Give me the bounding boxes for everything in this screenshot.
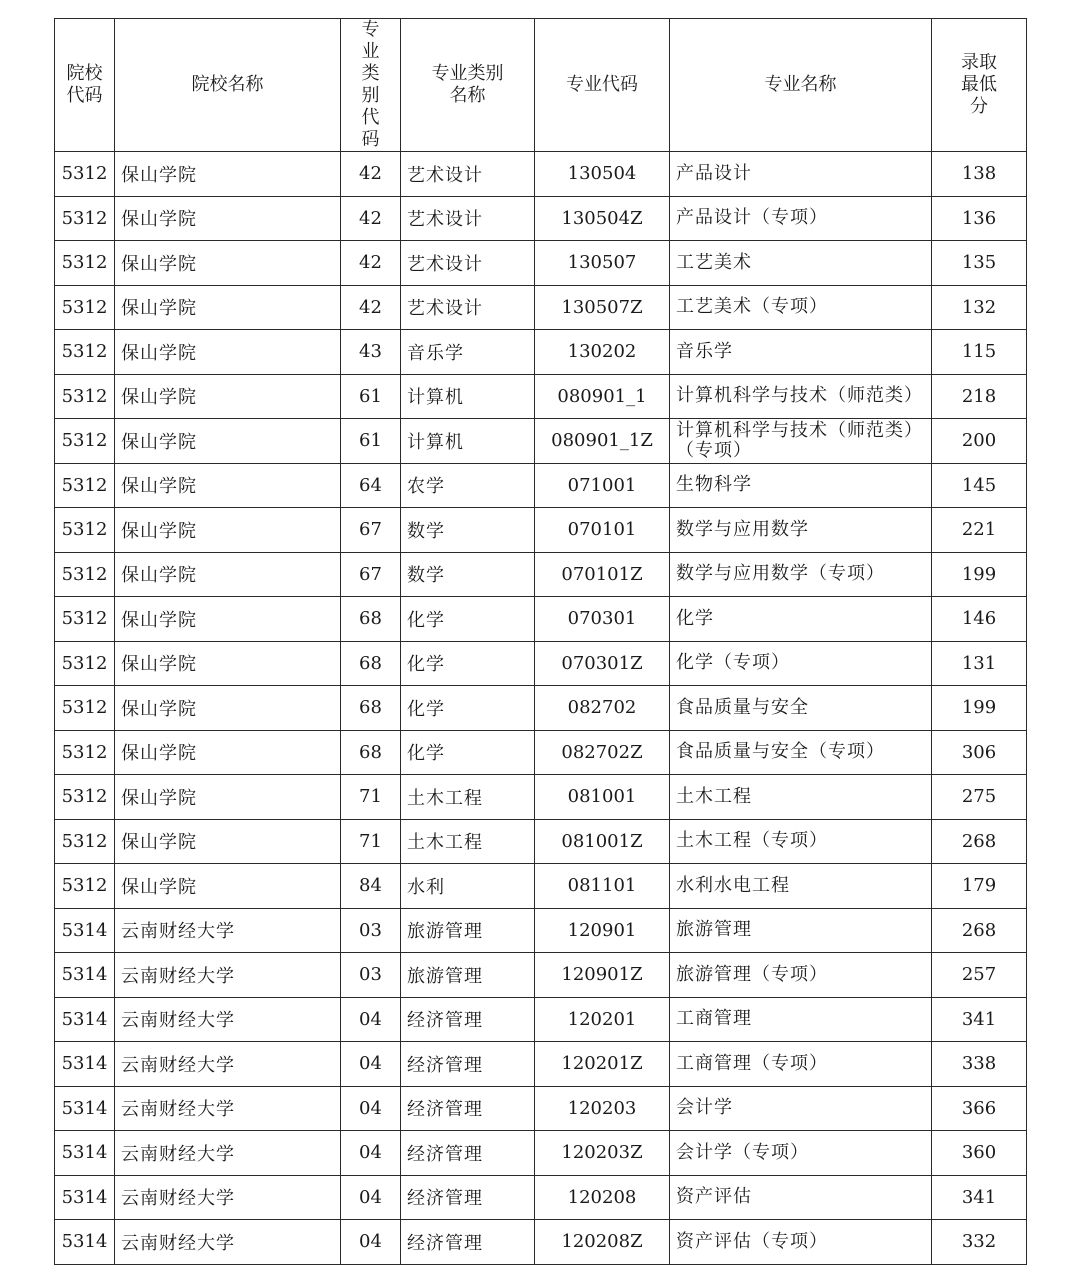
category-name-cell: 艺术设计 [401,285,535,330]
school-code-cell: 5312 [55,686,115,731]
category-name-cell: 数学 [401,552,535,597]
min-score-cell: 360 [932,1131,1027,1176]
school-code-cell: 5312 [55,508,115,553]
table-row [55,374,1027,419]
category-code-cell: 67 [341,552,401,597]
school-code-cell: 5312 [55,152,115,197]
table-row [55,1220,1027,1265]
major-code-cell: 120901Z [535,953,670,998]
category-name-cell: 计算机 [401,374,535,419]
major-code-cell: 070301Z [535,641,670,686]
major-name-cell: 计算机科学与技术（师范类）（专项） [670,419,932,464]
major-code-cell: 080901_1 [535,374,670,419]
school-name-cell: 云南财经大学 [115,1042,341,1087]
header-major-name: 专业名称 [670,19,932,152]
major-code-cell: 070301 [535,597,670,642]
min-score-cell: 332 [932,1220,1027,1265]
category-code-cell: 03 [341,908,401,953]
major-code-cell: 081001Z [535,819,670,864]
category-name-cell: 艺术设计 [401,152,535,197]
category-code-cell: 68 [341,686,401,731]
school-name-cell: 云南财经大学 [115,997,341,1042]
table-row [55,1086,1027,1131]
category-name-cell: 经济管理 [401,1131,535,1176]
table-row [55,730,1027,775]
table-row [55,864,1027,909]
category-name-cell: 旅游管理 [401,908,535,953]
min-score-cell: 199 [932,686,1027,731]
school-code-cell: 5314 [55,953,115,998]
school-code-cell: 5314 [55,1220,115,1265]
major-name-cell: 音乐学 [670,330,932,375]
major-name-cell: 资产评估 [670,1175,932,1220]
category-name-cell: 旅游管理 [401,953,535,998]
major-code-cell: 120203 [535,1086,670,1131]
min-score-cell: 366 [932,1086,1027,1131]
min-score-cell: 135 [932,241,1027,286]
major-name-cell: 工商管理（专项） [670,1042,932,1087]
school-code-cell: 5314 [55,1042,115,1087]
min-score-cell: 341 [932,997,1027,1042]
category-name-cell: 艺术设计 [401,241,535,286]
min-score-cell: 341 [932,1175,1027,1220]
category-code-cell: 04 [341,1042,401,1087]
category-code-cell: 71 [341,775,401,820]
school-code-cell: 5314 [55,908,115,953]
major-code-cell: 120208Z [535,1220,670,1265]
major-code-cell: 120901 [535,908,670,953]
school-name-cell: 保山学院 [115,508,341,553]
category-name-cell: 农学 [401,463,535,508]
header-category-name: 专业类别名称 [401,19,535,152]
major-name-cell: 计算机科学与技术（师范类） [670,374,932,419]
school-code-cell: 5312 [55,864,115,909]
school-name-cell: 保山学院 [115,196,341,241]
major-name-cell: 生物科学 [670,463,932,508]
school-code-cell: 5312 [55,597,115,642]
major-code-cell: 080901_1Z [535,419,670,464]
school-code-cell: 5314 [55,1131,115,1176]
category-name-cell: 经济管理 [401,1086,535,1131]
school-code-cell: 5312 [55,819,115,864]
category-code-cell: 71 [341,819,401,864]
school-name-cell: 保山学院 [115,686,341,731]
category-name-cell: 艺术设计 [401,196,535,241]
school-name-cell: 保山学院 [115,330,341,375]
min-score-cell: 136 [932,196,1027,241]
min-score-cell: 179 [932,864,1027,909]
school-code-cell: 5314 [55,1175,115,1220]
table-row [55,641,1027,686]
school-name-cell: 保山学院 [115,419,341,464]
major-code-cell: 120203Z [535,1131,670,1176]
category-name-cell: 经济管理 [401,1042,535,1087]
school-code-cell: 5312 [55,241,115,286]
min-score-cell: 306 [932,730,1027,775]
school-name-cell: 保山学院 [115,864,341,909]
major-code-cell: 130507 [535,241,670,286]
major-name-cell: 数学与应用数学（专项） [670,552,932,597]
major-name-cell: 工商管理 [670,997,932,1042]
major-name-cell: 旅游管理（专项） [670,953,932,998]
major-name-cell: 会计学（专项） [670,1131,932,1176]
school-code-cell: 5312 [55,463,115,508]
table-row [55,152,1027,197]
category-code-cell: 04 [341,1131,401,1176]
table-row [55,552,1027,597]
school-name-cell: 云南财经大学 [115,1131,341,1176]
school-name-cell: 云南财经大学 [115,953,341,998]
table-row [55,196,1027,241]
category-code-cell: 68 [341,641,401,686]
category-name-cell: 化学 [401,730,535,775]
category-code-cell: 04 [341,1175,401,1220]
category-code-cell: 42 [341,196,401,241]
school-name-cell: 保山学院 [115,552,341,597]
table-header [55,19,1027,152]
school-name-cell: 保山学院 [115,597,341,642]
header-school-code: 院校代码 [55,19,115,152]
min-score-cell: 218 [932,374,1027,419]
header-category-code: 专业类别代码 [341,19,401,152]
category-code-cell: 68 [341,730,401,775]
header-min-score: 录取最低分 [932,19,1027,152]
table-row [55,419,1027,464]
min-score-cell: 131 [932,641,1027,686]
category-code-cell: 67 [341,508,401,553]
school-code-cell: 5312 [55,285,115,330]
major-name-cell: 食品质量与安全（专项） [670,730,932,775]
school-name-cell: 云南财经大学 [115,1086,341,1131]
school-name-cell: 保山学院 [115,641,341,686]
table-row [55,775,1027,820]
school-name-cell: 保山学院 [115,775,341,820]
min-score-cell: 200 [932,419,1027,464]
category-code-cell: 43 [341,330,401,375]
major-name-cell: 资产评估（专项） [670,1220,932,1265]
table-body [55,152,1027,1265]
min-score-cell: 257 [932,953,1027,998]
school-code-cell: 5312 [55,419,115,464]
school-name-cell: 保山学院 [115,374,341,419]
school-code-cell: 5312 [55,730,115,775]
major-name-cell: 化学 [670,597,932,642]
table-row [55,330,1027,375]
table-row [55,953,1027,998]
school-name-cell: 保山学院 [115,152,341,197]
major-code-cell: 070101Z [535,552,670,597]
category-code-cell: 04 [341,1086,401,1131]
school-name-cell: 云南财经大学 [115,1220,341,1265]
min-score-cell: 275 [932,775,1027,820]
min-score-cell: 199 [932,552,1027,597]
major-code-cell: 082702Z [535,730,670,775]
min-score-cell: 115 [932,330,1027,375]
school-code-cell: 5312 [55,775,115,820]
min-score-cell: 221 [932,508,1027,553]
major-code-cell: 071001 [535,463,670,508]
major-code-cell: 082702 [535,686,670,731]
major-code-cell: 120208 [535,1175,670,1220]
category-code-cell: 42 [341,285,401,330]
major-code-cell: 130202 [535,330,670,375]
school-code-cell: 5314 [55,997,115,1042]
table-row [55,819,1027,864]
category-name-cell: 经济管理 [401,1220,535,1265]
major-code-cell: 081001 [535,775,670,820]
major-code-cell: 120201 [535,997,670,1042]
table-row [55,1042,1027,1087]
min-score-cell: 268 [932,819,1027,864]
school-name-cell: 保山学院 [115,819,341,864]
school-name-cell: 保山学院 [115,730,341,775]
category-name-cell: 化学 [401,641,535,686]
min-score-cell: 268 [932,908,1027,953]
major-name-cell: 产品设计 [670,152,932,197]
admission-score-document [54,18,1026,1265]
major-name-cell: 旅游管理 [670,908,932,953]
major-name-cell: 食品质量与安全 [670,686,932,731]
header-major-code: 专业代码 [535,19,670,152]
school-code-cell: 5312 [55,196,115,241]
table-row [55,1175,1027,1220]
category-code-cell: 61 [341,374,401,419]
table-row [55,1131,1027,1176]
category-name-cell: 计算机 [401,419,535,464]
category-name-cell: 土木工程 [401,819,535,864]
category-code-cell: 42 [341,241,401,286]
table-row [55,908,1027,953]
header-row [55,19,1027,152]
category-name-cell: 化学 [401,686,535,731]
major-code-cell: 130507Z [535,285,670,330]
major-name-cell: 工艺美术（专项） [670,285,932,330]
category-name-cell: 经济管理 [401,1175,535,1220]
school-name-cell: 保山学院 [115,285,341,330]
school-code-cell: 5312 [55,641,115,686]
table-row [55,997,1027,1042]
school-code-cell: 5312 [55,374,115,419]
major-name-cell: 化学（专项） [670,641,932,686]
table-row [55,597,1027,642]
table-row [55,463,1027,508]
major-name-cell: 工艺美术 [670,241,932,286]
school-code-cell: 5312 [55,552,115,597]
major-name-cell: 数学与应用数学 [670,508,932,553]
min-score-cell: 132 [932,285,1027,330]
category-name-cell: 土木工程 [401,775,535,820]
school-name-cell: 云南财经大学 [115,908,341,953]
category-code-cell: 84 [341,864,401,909]
category-code-cell: 68 [341,597,401,642]
table-row [55,508,1027,553]
category-code-cell: 04 [341,1220,401,1265]
major-code-cell: 070101 [535,508,670,553]
category-code-cell: 04 [341,997,401,1042]
major-code-cell: 130504 [535,152,670,197]
min-score-cell: 146 [932,597,1027,642]
school-name-cell: 云南财经大学 [115,1175,341,1220]
header-school-name: 院校名称 [115,19,341,152]
major-name-cell: 会计学 [670,1086,932,1131]
major-name-cell: 产品设计（专项） [670,196,932,241]
major-code-cell: 120201Z [535,1042,670,1087]
school-code-cell: 5312 [55,330,115,375]
table-row [55,686,1027,731]
major-name-cell: 土木工程 [670,775,932,820]
table-row [55,285,1027,330]
school-name-cell: 保山学院 [115,463,341,508]
category-name-cell: 水利 [401,864,535,909]
major-code-cell: 081101 [535,864,670,909]
min-score-cell: 338 [932,1042,1027,1087]
category-code-cell: 42 [341,152,401,197]
category-name-cell: 数学 [401,508,535,553]
major-name-cell: 水利水电工程 [670,864,932,909]
table-row [55,241,1027,286]
major-name-cell: 土木工程（专项） [670,819,932,864]
major-code-cell: 130504Z [535,196,670,241]
school-code-cell: 5314 [55,1086,115,1131]
category-name-cell: 音乐学 [401,330,535,375]
category-name-cell: 化学 [401,597,535,642]
category-code-cell: 03 [341,953,401,998]
min-score-cell: 145 [932,463,1027,508]
school-name-cell: 保山学院 [115,241,341,286]
admission-score-table [54,18,1027,1265]
min-score-cell: 138 [932,152,1027,197]
category-code-cell: 64 [341,463,401,508]
category-code-cell: 61 [341,419,401,464]
category-name-cell: 经济管理 [401,997,535,1042]
